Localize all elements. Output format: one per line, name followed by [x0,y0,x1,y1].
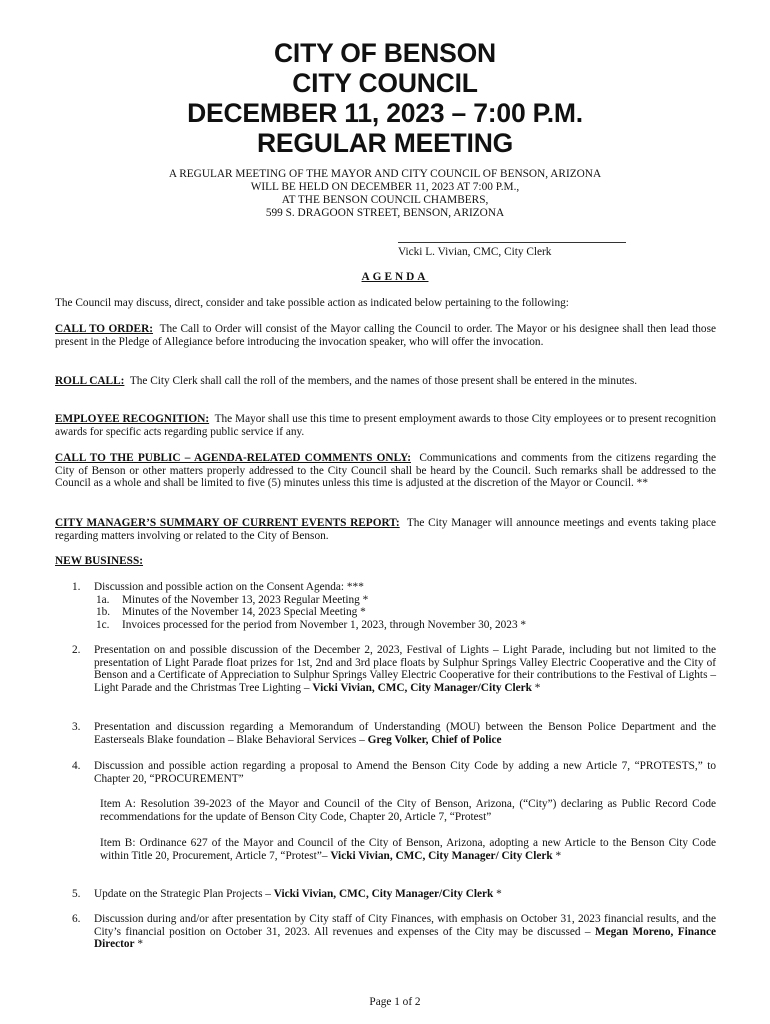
agenda-item-5 [55,888,716,902]
notice-line: AT THE BENSON COUNCIL CHAMBERS, [281,194,489,206]
item-marker: * [134,938,144,951]
item-number: 2. [72,644,81,656]
agenda-item-4b [100,837,716,862]
subitem-number: 1c. [96,618,110,631]
item-description: Item B: Ordinance 627 of the Mayor and Council of the City of Benson, Arizona, adopting a new Article to the Benson City Code within Title 20, Procurement, Article 7, “Protest”– [100,837,716,862]
subitem-text: Invoices processed for the period from November 1, 2023, through November 30, 2023 * [122,618,527,631]
subitem-number: 1a. [96,593,110,606]
consent-subitem [96,619,716,632]
item-marker: * [531,681,541,694]
item-number: 4. [72,760,81,772]
section-employee-recognition [55,413,716,438]
subitem-text: Minutes of the November 13, 2023 Regular Meeting * [122,593,369,606]
meeting-notice [0,168,770,220]
notice-line: 599 S. DRAGOON STREET, BENSON, ARIZONA [265,207,505,219]
item-description: Update on the Strategic Plan Projects – [94,888,274,900]
notice-line: A REGULAR MEETING OF THE MAYOR AND CITY COUNCIL OF BENSON, ARIZONA [168,168,602,180]
new-business-heading: NEW BUSINESS: [55,555,144,567]
page-number: Page 1 of 2 [369,996,421,1008]
section-text: The Call to Order will consist of the Mayor calling the Council to order. The Mayor or his designee shall then lead those present in the Pledge of Allegiance before introducing the invocation speaker, who will offer the invocation. [55,323,716,348]
preamble: The Council may discuss, direct, consider and take possible action as indicated below pertaining to the following: [55,297,569,309]
agenda-item-2 [55,644,716,710]
section-heading: CALL TO ORDER: [55,323,154,335]
title-line: DECEMBER 11, 2023 – 7:00 P.M. [187,98,583,128]
item-number: 1. [72,581,81,593]
item-number: 5. [72,888,81,900]
section-heading: ROLL CALL: [55,375,125,387]
section-city-manager-report [55,517,716,542]
item-number: 3. [72,721,81,733]
section-call-to-order [55,323,716,348]
signature-line [398,242,626,243]
subitem-number: 1b. [96,606,111,619]
agenda-item-6 [55,913,716,953]
section-text: The City Clerk shall call the roll of the members, and the names of those present shall be entered in the minutes. [129,375,638,387]
presenter-name: Vicki Vivian, CMC, City Manager/City Clerk [312,681,532,694]
item-text [94,913,716,951]
agenda-item-4 [55,760,716,788]
notice-line: WILL BE HELD ON DECEMBER 11, 2023 AT 7:00 P.M., [250,181,520,193]
agenda-heading: AGENDA [361,271,429,283]
item-marker: * [493,888,502,900]
item-text: Discussion and possible action regarding a proposal to Amend the Benson City Code by adding a new Article 7, “PROTESTS,” to Chapter 20, “PROCUREMENT” [94,760,716,785]
clerk-signature-name: Vicki L. Vivian, CMC, City Clerk [398,246,552,258]
subitem-text: Minutes of the November 14, 2023 Special Meeting * [122,606,366,619]
item-text [94,644,716,694]
item-marker: * [552,849,562,862]
title-line: CITY OF BENSON [274,38,496,68]
section-text: The Mayor shall use this time to present employment awards to those City employees or to present recognition awards for specific acts regarding public service if any. [55,413,717,438]
item-text [94,721,716,746]
item-description: Discussion during and/or after presentation by City staff of City Finances, with emphasis on October 31, 2023 financial results, and the City’s financial position on October 31, 2023. All revenues and expenses of the City may be discussed – [94,913,716,938]
document-title [0,38,770,158]
section-text: Communications and comments from the citizens regarding the City of Benson or other matters properly addressed to the City Council shall be heard by the Council. Such remarks shall be addressed to the Council as a whole and shall be limited to five (5) minutes unless this time is adjusted at the discretion of the Mayor or Council. ** [55,452,716,490]
agenda-item-3 [55,721,716,749]
item-text [94,888,716,901]
section-roll-call [55,375,716,388]
item-number: 6. [72,913,81,925]
presenter-name: Greg Volker, Chief of Police [367,733,502,746]
presenter-name: Megan Moreno, Finance Director [94,925,716,951]
consent-subitem [96,606,716,619]
section-text: The City Manager will announce meetings and events taking place regarding matters involving or related to the City of Benson. [55,517,716,542]
item-description: Presentation on and possible discussion of the December 2, 2023, Festival of Lights – Light Parade, including but not limited to the presentation of Light Parade float prizes for 1st, 2nd and 3rd place floats by Sulphur Springs Valley Electric Cooperative and the City of Benson and a Certificate of Appreciation to Sulphur Springs Valley Electric Cooperative for their contributions to the Festival of Lights – Light Parade and the Christmas Tree Lighting – [94,644,716,694]
agenda-item-4a: Item A: Resolution 39-2023 of the Mayor and Council of the City of Benson, Arizona, (“City”) declaring as Public Record Code recommendations for the update of Benson City Code, Chapter 20, Article 7, “Protest” [100,798,716,823]
consent-subitem [96,594,716,607]
presenter-name: Vicki Vivian, CMC, City Manager/ City Clerk [330,849,553,862]
title-line: CITY COUNCIL [292,68,478,98]
section-call-to-public [55,452,716,490]
item-description: Presentation and discussion regarding a Memorandum of Understanding (MOU) between the Benson Police Department and the Easterseals Blake foundation – Blake Behavioral Services – [94,721,716,746]
section-heading: CITY MANAGER’S SUMMARY OF CURRENT EVENTS REPORT: [55,517,400,529]
section-heading: EMPLOYEE RECOGNITION: [55,413,210,425]
item-text: Discussion and possible action on the Consent Agenda: *** [94,581,364,593]
presenter-name: Vicki Vivian, CMC, City Manager/City Clerk [273,888,494,900]
title-line: REGULAR MEETING [256,128,514,158]
item-body [94,581,716,631]
section-heading: CALL TO THE PUBLIC – AGENDA-RELATED COMMENTS ONLY: [55,452,411,464]
agenda-item-1 [55,581,716,633]
